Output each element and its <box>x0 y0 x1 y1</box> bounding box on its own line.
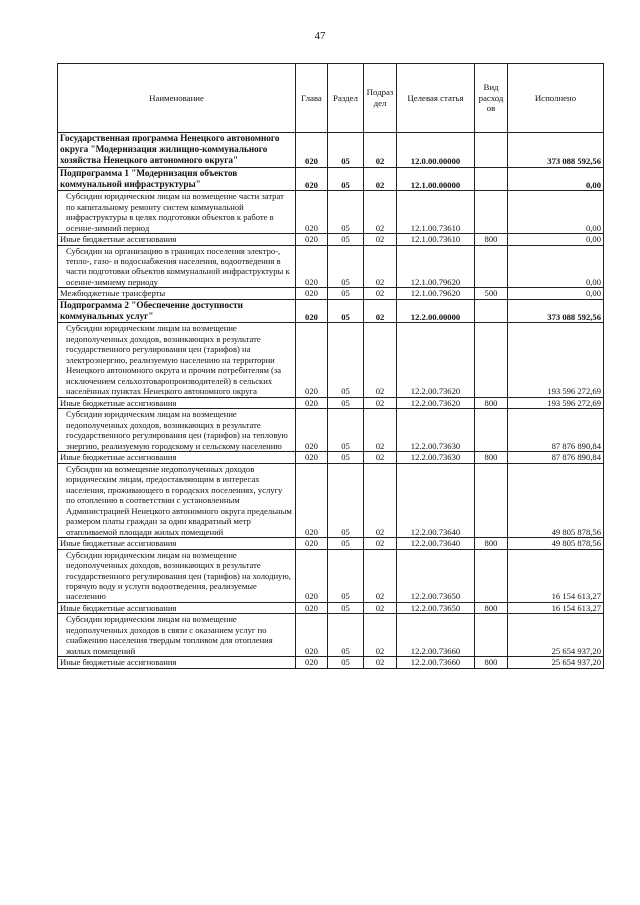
cell-razdel: 05 <box>328 288 364 299</box>
table-row <box>58 602 604 613</box>
table-row <box>58 288 604 299</box>
cell-target: 12.2.00.00000 <box>397 299 475 322</box>
cell-target: 12.1.00.00000 <box>397 167 475 190</box>
cell-podrazdel: 02 <box>364 167 397 190</box>
cell-name: Иные бюджетные ассигнования <box>58 602 296 613</box>
cell-amount: 373 088 592,56 <box>508 133 604 168</box>
col-header-podrazdel: Подраз дел <box>364 64 397 133</box>
table-row <box>58 133 604 168</box>
cell-amount: 0,00 <box>508 191 604 234</box>
cell-target: 12.0.00.00000 <box>397 133 475 168</box>
cell-glava: 020 <box>296 602 328 613</box>
cell-name: Субсидии юридическим лицам на возмещение недополученных доходов в связи с оказанием услуг по снабжению населения твердым топливом для отопления жилых помещений <box>58 614 296 657</box>
cell-razdel: 05 <box>328 614 364 657</box>
cell-target: 12.2.00.73640 <box>397 538 475 549</box>
cell-vid: 800 <box>475 234 508 245</box>
cell-razdel: 05 <box>328 191 364 234</box>
table-row <box>58 234 604 245</box>
cell-amount: 0,00 <box>508 288 604 299</box>
cell-target: 12.1.00.79620 <box>397 288 475 299</box>
cell-glava: 020 <box>296 452 328 463</box>
table-row <box>58 549 604 602</box>
cell-podrazdel: 02 <box>364 299 397 322</box>
cell-target: 12.2.00.73650 <box>397 602 475 613</box>
cell-glava: 020 <box>296 463 328 537</box>
cell-glava: 020 <box>296 234 328 245</box>
cell-target: 12.2.00.73660 <box>397 614 475 657</box>
cell-vid <box>475 133 508 168</box>
cell-name: Государственная программа Ненецкого автономного округа "Модернизация жилищно-коммунального хозяйства Ненецкого автономного округа" <box>58 133 296 168</box>
table-row <box>58 463 604 537</box>
cell-vid <box>475 409 508 452</box>
cell-vid <box>475 614 508 657</box>
cell-razdel: 05 <box>328 234 364 245</box>
cell-podrazdel: 02 <box>364 538 397 549</box>
col-header-name: Наименование <box>58 64 296 133</box>
cell-amount: 87 876 890,84 <box>508 452 604 463</box>
cell-name: Субсидии на возмещение недополученных доходов юридическим лицам, предоставляющим в интересах населения, проживающего в городских поселениях, услугу по отоплению в соответствии с установленным Администрацией Ненецкого автономного округа предельным размером платы граждан за один квадратный метр отапливаемой площади жилых помещений <box>58 463 296 537</box>
cell-glava: 020 <box>296 288 328 299</box>
table-row <box>58 323 604 397</box>
table-row <box>58 409 604 452</box>
cell-name: Иные бюджетные ассигнования <box>58 452 296 463</box>
cell-name: Подпрограмма 2 "Обеспечение доступности коммунальных услуг" <box>58 299 296 322</box>
col-header-glava: Глава <box>296 64 328 133</box>
table-row <box>58 538 604 549</box>
cell-vid: 800 <box>475 538 508 549</box>
cell-amount: 373 088 592,56 <box>508 299 604 322</box>
cell-podrazdel: 02 <box>364 397 397 408</box>
cell-razdel: 05 <box>328 133 364 168</box>
cell-glava: 020 <box>296 299 328 322</box>
table-row <box>58 191 604 234</box>
cell-podrazdel: 02 <box>364 452 397 463</box>
cell-amount: 87 876 890,84 <box>508 409 604 452</box>
cell-amount: 0,00 <box>508 234 604 245</box>
cell-name: Межбюджетные трансферты <box>58 288 296 299</box>
cell-vid <box>475 191 508 234</box>
cell-vid <box>475 167 508 190</box>
cell-podrazdel: 02 <box>364 549 397 602</box>
cell-glava: 020 <box>296 133 328 168</box>
cell-glava: 020 <box>296 191 328 234</box>
cell-razdel: 05 <box>328 167 364 190</box>
cell-vid: 800 <box>475 397 508 408</box>
cell-podrazdel: 02 <box>364 409 397 452</box>
cell-razdel: 05 <box>328 323 364 397</box>
table-row <box>58 299 604 322</box>
cell-podrazdel: 02 <box>364 288 397 299</box>
table-row <box>58 452 604 463</box>
table-body <box>58 133 604 669</box>
cell-vid: 800 <box>475 452 508 463</box>
cell-target: 12.2.00.73660 <box>397 657 475 668</box>
cell-podrazdel: 02 <box>364 323 397 397</box>
cell-podrazdel: 02 <box>364 657 397 668</box>
cell-amount: 0,00 <box>508 167 604 190</box>
cell-vid <box>475 323 508 397</box>
cell-vid: 800 <box>475 657 508 668</box>
cell-vid <box>475 463 508 537</box>
cell-amount: 49 805 878,56 <box>508 463 604 537</box>
cell-podrazdel: 02 <box>364 234 397 245</box>
cell-target: 12.2.00.73630 <box>397 452 475 463</box>
col-header-executed: Исполнено <box>508 64 604 133</box>
cell-amount: 25 654 937,20 <box>508 614 604 657</box>
cell-name: Субсидии юридическим лицам на возмещение недополученных доходов, возникающих в результате государственного регулирования цен (тарифов) на тепловую энергию, реализуемую городскому и сельскому населению <box>58 409 296 452</box>
cell-target: 12.1.00.79620 <box>397 245 475 288</box>
cell-podrazdel: 02 <box>364 245 397 288</box>
cell-glava: 020 <box>296 614 328 657</box>
cell-amount: 49 805 878,56 <box>508 538 604 549</box>
table-row <box>58 657 604 668</box>
cell-amount: 16 154 613,27 <box>508 549 604 602</box>
cell-target: 12.1.00.73610 <box>397 191 475 234</box>
cell-razdel: 05 <box>328 452 364 463</box>
cell-name: Иные бюджетные ассигнования <box>58 657 296 668</box>
table-row <box>58 397 604 408</box>
cell-podrazdel: 02 <box>364 133 397 168</box>
cell-name: Субсидии юридическим лицам на возмещение недополученных доходов, возникающих в результате государственного регулирования цен (тарифов) на холодную, горячую воду и услуги водоотведения, реализуемые населению <box>58 549 296 602</box>
cell-vid: 500 <box>475 288 508 299</box>
cell-target: 12.2.00.73650 <box>397 549 475 602</box>
cell-glava: 020 <box>296 538 328 549</box>
cell-glava: 020 <box>296 245 328 288</box>
cell-name: Субсидии юридическим лицам на возмещение части затрат по капитальному ремонту систем коммунальной инфраструктуры в целях подготовки объектов к работе в осенне-зимний период <box>58 191 296 234</box>
cell-podrazdel: 02 <box>364 614 397 657</box>
cell-podrazdel: 02 <box>364 602 397 613</box>
cell-razdel: 05 <box>328 397 364 408</box>
cell-target: 12.2.00.73640 <box>397 463 475 537</box>
cell-glava: 020 <box>296 409 328 452</box>
page-number: 47 <box>314 30 326 42</box>
cell-target: 12.2.00.73620 <box>397 323 475 397</box>
cell-glava: 020 <box>296 657 328 668</box>
cell-podrazdel: 02 <box>364 463 397 537</box>
cell-razdel: 05 <box>328 602 364 613</box>
cell-razdel: 05 <box>328 549 364 602</box>
cell-razdel: 05 <box>328 299 364 322</box>
cell-amount: 0,00 <box>508 245 604 288</box>
cell-razdel: 05 <box>328 657 364 668</box>
table-header-row <box>58 64 604 133</box>
cell-podrazdel: 02 <box>364 191 397 234</box>
cell-vid <box>475 299 508 322</box>
cell-razdel: 05 <box>328 463 364 537</box>
cell-glava: 020 <box>296 323 328 397</box>
cell-glava: 020 <box>296 397 328 408</box>
cell-name: Иные бюджетные ассигнования <box>58 234 296 245</box>
cell-name: Иные бюджетные ассигнования <box>58 538 296 549</box>
cell-target: 12.2.00.73620 <box>397 397 475 408</box>
col-header-target: Целевая статья <box>397 64 475 133</box>
cell-glava: 020 <box>296 549 328 602</box>
col-header-vid: Вид расход ов <box>475 64 508 133</box>
cell-vid <box>475 245 508 288</box>
cell-vid <box>475 549 508 602</box>
col-header-razdel: Раздел <box>328 64 364 133</box>
cell-target: 12.2.00.73630 <box>397 409 475 452</box>
cell-name: Субсидии на организацию в границах поселения электро-, тепло-, газо- и водоснабжения населения, водоотведения в части подготовки объектов коммунальной инфраструктуры к осенне-зимнему периоду <box>58 245 296 288</box>
cell-vid: 800 <box>475 602 508 613</box>
cell-razdel: 05 <box>328 409 364 452</box>
cell-amount: 193 596 272,69 <box>508 323 604 397</box>
cell-name: Подпрограмма 1 "Модернизация объектов коммунальной инфраструктуры" <box>58 167 296 190</box>
table-row <box>58 614 604 657</box>
cell-razdel: 05 <box>328 245 364 288</box>
cell-amount: 193 596 272,69 <box>508 397 604 408</box>
cell-amount: 16 154 613,27 <box>508 602 604 613</box>
cell-amount: 25 654 937,20 <box>508 657 604 668</box>
table-row <box>58 167 604 190</box>
cell-name: Иные бюджетные ассигнования <box>58 397 296 408</box>
table-row <box>58 245 604 288</box>
cell-target: 12.1.00.73610 <box>397 234 475 245</box>
cell-name: Субсидии юридическим лицам на возмещение недополученных доходов, возникающих в результате государственного регулирования цен (тарифов) на электроэнергию, реализуемую населению на территории Ненецкого автономного округа и прочим потребителям (за исключением сельхозтоваропроизводителей) в сельских населённых пунктах Ненецкого автономного округа <box>58 323 296 397</box>
budget-table <box>57 63 604 669</box>
cell-razdel: 05 <box>328 538 364 549</box>
cell-glava: 020 <box>296 167 328 190</box>
